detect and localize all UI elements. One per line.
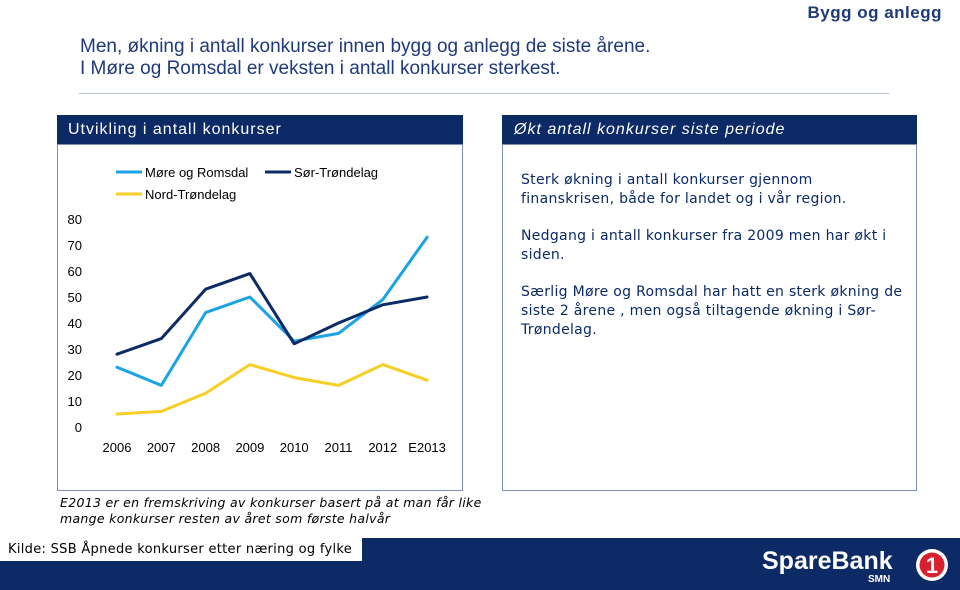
y-tick-label: 40 (67, 316, 82, 331)
x-tick-label: 2010 (279, 440, 309, 455)
logo-wordmark: SpareBank (762, 547, 893, 575)
source-note: Kilde: SSB Åpnede konkurser etter næring og fylke (0, 538, 362, 561)
x-tick-label: 2008 (191, 440, 221, 455)
y-tick-label: 0 (74, 420, 82, 435)
right-panel-title: Økt antall konkurser siste periode (502, 115, 917, 144)
y-tick-label: 30 (67, 342, 82, 357)
y-tick-label: 20 (67, 368, 82, 383)
logo-number: 1 (925, 553, 939, 578)
legend-label: Sør-Trøndelag (294, 165, 379, 180)
y-tick-label: 80 (67, 212, 82, 227)
paragraph: Nedgang i antall konkurser fra 2009 men har økt i siden. (521, 228, 887, 263)
series-line (117, 365, 427, 414)
paragraph: Sterk økning i antall konkurser gjennom finanskrisen, både for landet og i vår region. (521, 172, 847, 207)
y-tick-label: 60 (67, 264, 82, 279)
legend-label: Nord-Trøndelag (145, 187, 237, 202)
sparebank-logo (762, 545, 952, 585)
footnote: E2013 er en fremskriving av konkurser basert på at man får like mange konkurser resten av året som første halvår (60, 495, 482, 526)
left-panel-title: Utvikling i antall konkurser (57, 115, 463, 144)
x-tick-label: 2011 (324, 440, 353, 455)
logo-sub: SMN (868, 574, 891, 585)
section-label: Bygg og anlegg (807, 3, 942, 22)
x-tick-label: 2006 (102, 440, 132, 455)
y-tick-label: 50 (67, 290, 82, 305)
headline-line-2: I Møre og Romsdal er veksten i antall konkurser sterkest. (80, 58, 561, 79)
x-tick-label: E2013 (408, 440, 446, 455)
paragraph: Særlig Møre og Romsdal har hatt en sterk økning de siste 2 årene , men også tiltagende økning i Sør-Trøndelag. (521, 284, 903, 338)
x-tick-label: 2009 (235, 440, 265, 455)
legend-label: Møre og Romsdal (145, 165, 249, 180)
x-tick-label: 2012 (368, 440, 398, 455)
y-tick-label: 10 (67, 394, 82, 409)
headline-line-1: Men, økning i antall konkurser innen bygg og anlegg de siste årene. (80, 36, 651, 57)
x-tick-label: 2007 (146, 440, 176, 455)
y-tick-label: 70 (67, 238, 82, 253)
series-line (117, 274, 427, 355)
